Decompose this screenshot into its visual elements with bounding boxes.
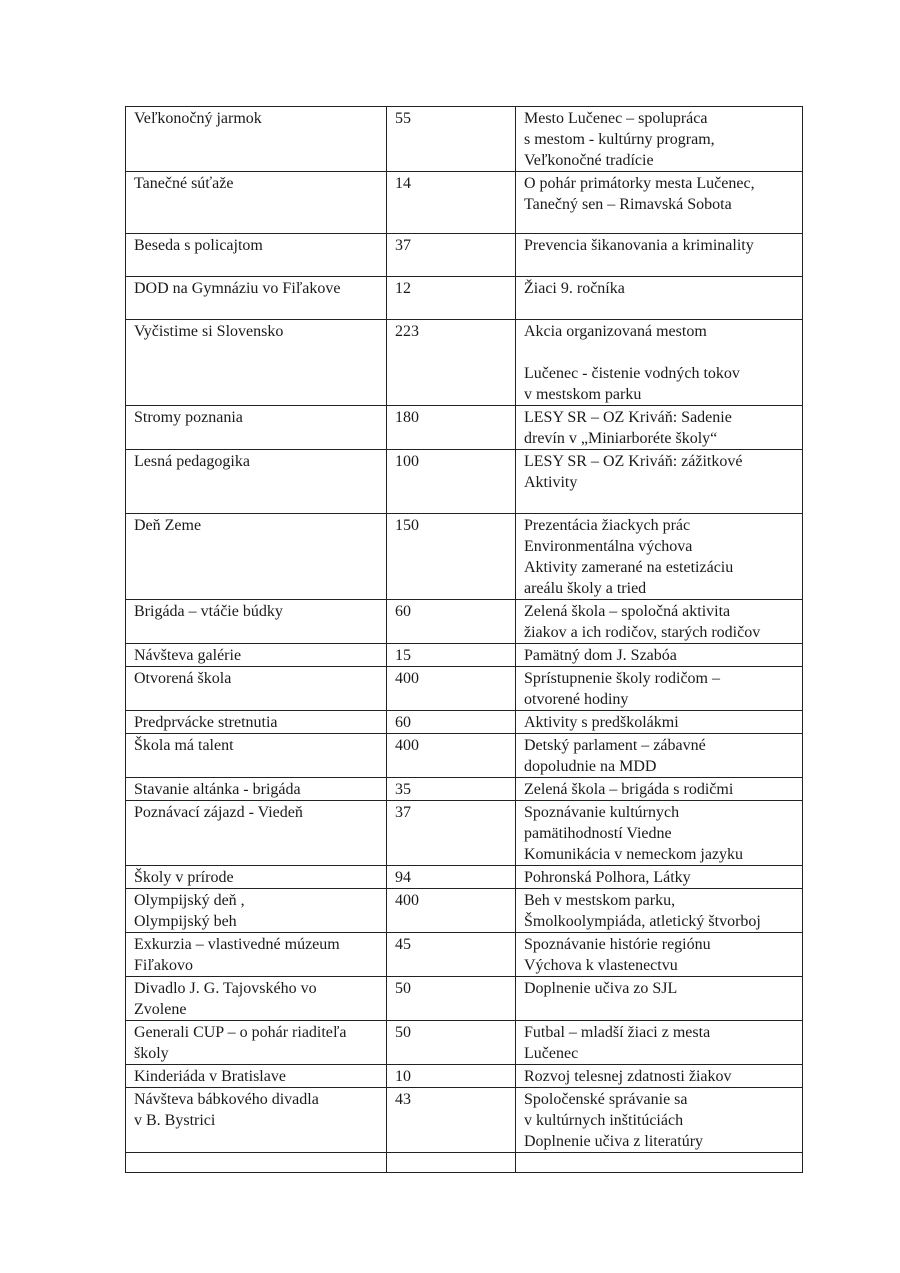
activities-table (125, 106, 803, 1173)
activity-cell: Návšteva bábkového divadla v B. Bystrici (126, 1088, 387, 1153)
activity-cell: Deň Zeme (126, 514, 387, 600)
note-cell: Futbal – mladší žiaci z mesta Lučenec (516, 1021, 803, 1065)
table-row (126, 277, 803, 320)
activity-cell: DOD na Gymnáziu vo Fiľakove (126, 277, 387, 320)
participants-count-cell: 12 (387, 277, 516, 320)
note-cell: Prevencia šikanovania a kriminality (516, 234, 803, 277)
table-row (126, 933, 803, 977)
activity-cell: Divadlo J. G. Tajovského vo Zvolene (126, 977, 387, 1021)
participants-count-cell: 50 (387, 977, 516, 1021)
participants-count-cell: 55 (387, 107, 516, 172)
note-cell (516, 1153, 803, 1173)
note-cell: Detský parlament – zábavné dopoludnie na MDD (516, 734, 803, 778)
table-row (126, 644, 803, 667)
activity-cell: Stavanie altánka - brigáda (126, 778, 387, 801)
participants-count-cell: 35 (387, 778, 516, 801)
participants-count-cell: 14 (387, 172, 516, 234)
table-row (126, 1088, 803, 1153)
activity-cell: Lesná pedagogika (126, 450, 387, 514)
activity-cell: Generali CUP – o pohár riaditeľa školy (126, 1021, 387, 1065)
activity-cell: Veľkonočný jarmok (126, 107, 387, 172)
table-row (126, 600, 803, 644)
table-row (126, 734, 803, 778)
activity-cell: Beseda s policajtom (126, 234, 387, 277)
table-row (126, 889, 803, 933)
note-cell: Spoločenské správanie sa v kultúrnych inštitúciách Doplnenie učiva z literatúry (516, 1088, 803, 1153)
note-cell: Sprístupnenie školy rodičom – otvorené hodiny (516, 667, 803, 711)
participants-count-cell: 223 (387, 320, 516, 406)
table-row (126, 514, 803, 600)
table-row (126, 801, 803, 866)
table-row (126, 320, 803, 406)
participants-count-cell: 180 (387, 406, 516, 450)
table-row (126, 234, 803, 277)
participants-count-cell: 43 (387, 1088, 516, 1153)
activity-cell: Vyčistime si Slovensko (126, 320, 387, 406)
participants-count-cell: 50 (387, 1021, 516, 1065)
participants-count-cell: 400 (387, 889, 516, 933)
note-cell: Prezentácia žiackych prác Environmentálna výchova Aktivity zamerané na estetizáciu areálu školy a tried (516, 514, 803, 600)
participants-count-cell: 100 (387, 450, 516, 514)
table-row (126, 1065, 803, 1088)
note-cell: Žiaci 9. ročníka (516, 277, 803, 320)
note-cell: Zelená škola – brigáda s rodičmi (516, 778, 803, 801)
activity-cell: Tanečné súťaže (126, 172, 387, 234)
activity-cell: Škola má talent (126, 734, 387, 778)
note-cell: Pamätný dom J. Szabóa (516, 644, 803, 667)
activity-cell: Otvorená škola (126, 667, 387, 711)
activity-cell: Stromy poznania (126, 406, 387, 450)
activity-cell: Exkurzia – vlastivedné múzeum Fiľakovo (126, 933, 387, 977)
note-cell: Rozvoj telesnej zdatnosti žiakov (516, 1065, 803, 1088)
activity-cell (126, 1153, 387, 1173)
table-row (126, 107, 803, 172)
table-row (126, 172, 803, 234)
note-cell: LESY SR – OZ Kriváň: Sadenie drevín v „Miniarboréte školy“ (516, 406, 803, 450)
participants-count-cell: 60 (387, 711, 516, 734)
participants-count-cell (387, 1153, 516, 1173)
participants-count-cell: 45 (387, 933, 516, 977)
note-cell: Doplnenie učiva zo SJL (516, 977, 803, 1021)
note-cell: Mesto Lučenec – spolupráca s mestom - kultúrny program, Veľkonočné tradície (516, 107, 803, 172)
note-cell: Beh v mestskom parku, Šmolkoolympiáda, atletický štvorboj (516, 889, 803, 933)
activity-cell: Predprvácke stretnutia (126, 711, 387, 734)
note-cell: Zelená škola – spoločná aktivita žiakov a ich rodičov, starých rodičov (516, 600, 803, 644)
activity-cell: Školy v prírode (126, 866, 387, 889)
note-cell: Akcia organizovaná mestom Lučenec - čistenie vodných tokov v mestskom parku (516, 320, 803, 406)
table-row-empty (126, 1153, 803, 1173)
activity-cell: Návšteva galérie (126, 644, 387, 667)
table-row (126, 667, 803, 711)
table-row (126, 1021, 803, 1065)
participants-count-cell: 10 (387, 1065, 516, 1088)
participants-count-cell: 37 (387, 234, 516, 277)
note-cell: Spoznávanie histórie regiónu Výchova k vlastenectvu (516, 933, 803, 977)
table-row (126, 977, 803, 1021)
table-row (126, 711, 803, 734)
table-row (126, 866, 803, 889)
note-cell: Spoznávanie kultúrnych pamätihodností Viedne Komunikácia v nemeckom jazyku (516, 801, 803, 866)
activity-cell: Olympijský deň , Olympijský beh (126, 889, 387, 933)
participants-count-cell: 150 (387, 514, 516, 600)
participants-count-cell: 94 (387, 866, 516, 889)
participants-count-cell: 400 (387, 734, 516, 778)
participants-count-cell: 15 (387, 644, 516, 667)
activity-cell: Kinderiáda v Bratislave (126, 1065, 387, 1088)
table-row (126, 778, 803, 801)
note-cell: Aktivity s predškolákmi (516, 711, 803, 734)
note-cell: LESY SR – OZ Kriváň: zážitkové Aktivity (516, 450, 803, 514)
participants-count-cell: 60 (387, 600, 516, 644)
note-cell: Pohronská Polhora, Látky (516, 866, 803, 889)
activity-cell: Poznávací zájazd - Viedeň (126, 801, 387, 866)
table-row (126, 450, 803, 514)
table-row (126, 406, 803, 450)
activity-cell: Brigáda – vtáčie búdky (126, 600, 387, 644)
participants-count-cell: 37 (387, 801, 516, 866)
participants-count-cell: 400 (387, 667, 516, 711)
note-cell: O pohár primátorky mesta Lučenec, Tanečný sen – Rimavská Sobota (516, 172, 803, 234)
